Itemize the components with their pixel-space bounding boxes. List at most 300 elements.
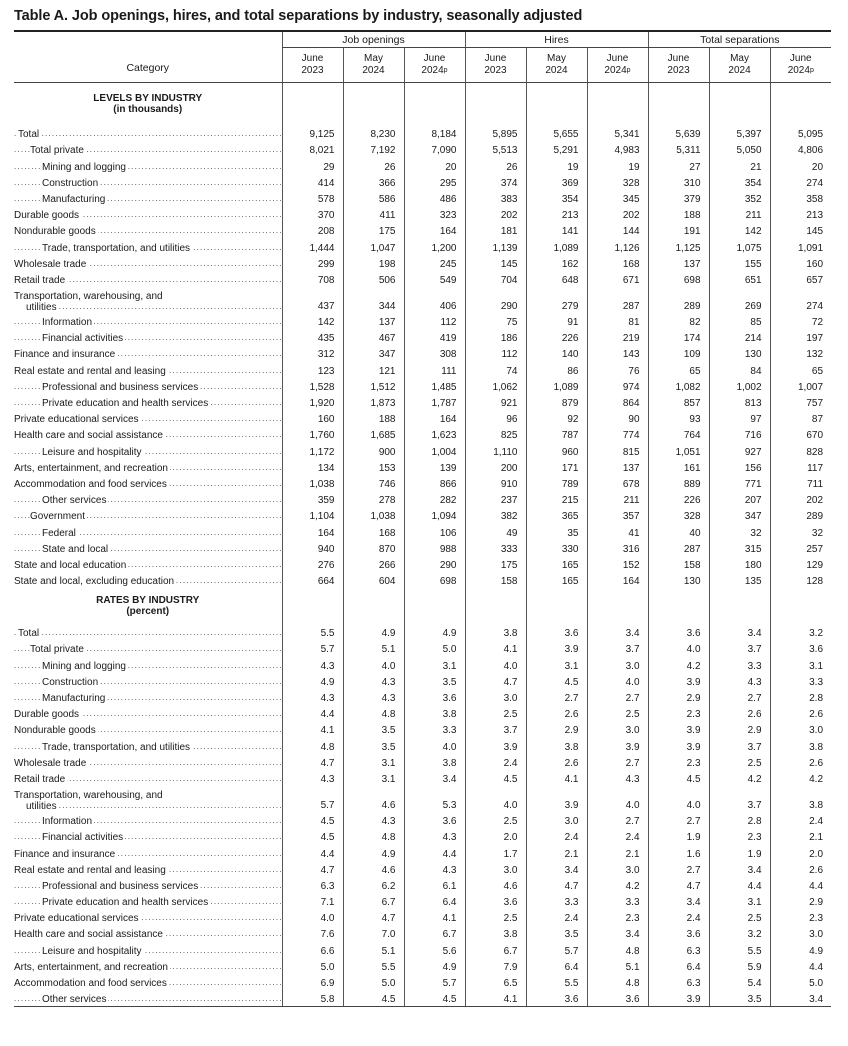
row-label-text: Nondurable goods: [14, 226, 96, 238]
table-cell: 8,184: [404, 125, 465, 141]
table-cell: 4,806: [770, 141, 831, 157]
table-cell: 3.0: [587, 721, 648, 737]
row-label: [14, 909, 282, 925]
section-heading: [14, 83, 282, 126]
table-cell: 857: [648, 394, 709, 410]
table-row: [14, 222, 831, 238]
row-label-text: Health care and social assistance: [14, 929, 163, 941]
table-cell: 4.6: [343, 861, 404, 877]
row-label-text: Wholesale trade: [14, 757, 87, 769]
table-cell: 4.8: [587, 941, 648, 957]
table-cell: 130: [648, 572, 709, 588]
table-cell: 358: [770, 190, 831, 206]
table-cell: 143: [587, 345, 648, 361]
table-cell: 3.4: [648, 893, 709, 909]
table-cell: 315: [709, 540, 770, 556]
row-label: [14, 754, 282, 770]
preliminary-marker: p: [443, 67, 448, 74]
table-cell: 4.4: [282, 844, 343, 860]
table-row: [14, 974, 831, 990]
table-cell: 3.3: [526, 893, 587, 909]
table-row: [14, 624, 831, 640]
table-cell: 419: [404, 329, 465, 345]
table-cell: 365: [526, 507, 587, 523]
row-label: [14, 540, 282, 556]
table-cell: 4.9: [404, 624, 465, 640]
row-label: [14, 958, 282, 974]
table-cell: 604: [343, 572, 404, 588]
period-month: June: [789, 53, 812, 64]
row-label: [14, 656, 282, 672]
table-cell: 825: [465, 426, 526, 442]
empty-cell: [343, 83, 404, 126]
table-cell: 164: [282, 523, 343, 539]
table-cell: 2.9: [770, 893, 831, 909]
table-cell: 266: [343, 556, 404, 572]
table-cell: 279: [526, 287, 587, 313]
table-cell: 3.5: [343, 721, 404, 737]
table-row: [14, 459, 831, 475]
table-cell: 3.9: [648, 673, 709, 689]
table-cell: 7.6: [282, 925, 343, 941]
table-cell: 4.3: [343, 812, 404, 828]
table-cell: 158: [465, 572, 526, 588]
table-cell: 4.4: [282, 705, 343, 721]
empty-cell: [526, 588, 587, 624]
row-label-text: Finance and insurance: [14, 848, 116, 860]
table-cell: 4.7: [526, 877, 587, 893]
table-cell: 144: [587, 222, 648, 238]
table-cell: 1,062: [465, 378, 526, 394]
row-label-text: Retail trade: [14, 274, 66, 286]
table-cell: 200: [465, 459, 526, 475]
table-cell: 19: [526, 157, 587, 173]
table-cell: 330: [526, 540, 587, 556]
table-cell: 2.3: [648, 705, 709, 721]
row-label-text: State and local: [42, 543, 109, 555]
row-label-text: Other services: [42, 994, 107, 1006]
table-row: [14, 206, 831, 222]
table-cell: 870: [343, 540, 404, 556]
table-cell: 3.6: [648, 925, 709, 941]
table-cell: 900: [343, 442, 404, 458]
table-cell: 4.3: [282, 689, 343, 705]
row-label: [14, 345, 282, 361]
table-cell: 65: [648, 361, 709, 377]
row-label-text: State and local, excluding education: [14, 576, 175, 588]
table-cell: 180: [709, 556, 770, 572]
table-row: [14, 572, 831, 588]
period-month: June: [606, 53, 629, 64]
table-cell: 274: [770, 287, 831, 313]
table-cell: 328: [587, 174, 648, 190]
period-header: [282, 48, 343, 83]
table-cell: 3.6: [404, 689, 465, 705]
table-cell: 132: [770, 345, 831, 361]
table-cell: 2.7: [587, 754, 648, 770]
row-label: [14, 721, 282, 737]
row-label-text: Nondurable goods: [14, 725, 96, 737]
table-cell: 29: [282, 157, 343, 173]
period-month: May: [364, 53, 383, 64]
table-cell: 4.9: [343, 844, 404, 860]
table-cell: 3.0: [465, 689, 526, 705]
table-cell: 3.0: [526, 812, 587, 828]
row-label: [14, 361, 282, 377]
table-cell: 112: [404, 313, 465, 329]
table-cell: 2.0: [465, 828, 526, 844]
table-cell: 1,089: [526, 378, 587, 394]
table-cell: 2.1: [526, 844, 587, 860]
table-row: [14, 491, 831, 507]
period-year: 2023: [667, 65, 690, 76]
table-row: [14, 442, 831, 458]
period-month: May: [547, 53, 566, 64]
table-cell: 32: [709, 523, 770, 539]
table-cell: 3.8: [770, 737, 831, 753]
table-cell: 3.4: [709, 861, 770, 877]
table-cell: 4.5: [282, 812, 343, 828]
table-cell: 4.5: [465, 770, 526, 786]
empty-cell: [282, 83, 343, 126]
table-cell: 4.5: [526, 673, 587, 689]
table-cell: 2.7: [587, 689, 648, 705]
table-cell: 5,050: [709, 141, 770, 157]
table-cell: 175: [343, 222, 404, 238]
table-row: [14, 754, 831, 770]
row-label-text: Financial activities: [42, 832, 124, 844]
table-cell: 1,089: [526, 238, 587, 254]
table-cell: 90: [587, 410, 648, 426]
table-cell: 158: [648, 556, 709, 572]
table-cell: 3.6: [770, 640, 831, 656]
table-cell: 4.7: [343, 909, 404, 925]
table-cell: 657: [770, 271, 831, 287]
row-label-continuation: utilities: [14, 801, 59, 812]
table-cell: 213: [526, 206, 587, 222]
row-label: [14, 925, 282, 941]
table-cell: 4.0: [648, 640, 709, 656]
table-cell: 123: [282, 361, 343, 377]
table-cell: 2.6: [526, 754, 587, 770]
row-label: [14, 190, 282, 206]
row-label: [14, 459, 282, 475]
table-cell: 4.4: [709, 877, 770, 893]
table-cell: 3.4: [526, 861, 587, 877]
row-label-text: Private education and health services: [42, 398, 209, 409]
table-cell: 213: [770, 206, 831, 222]
row-label-text: Arts, entertainment, and recreation: [14, 462, 168, 474]
row-label-text: Total: [18, 628, 40, 640]
table-cell: 162: [526, 255, 587, 271]
period-year: 2024: [545, 65, 568, 76]
table-cell: 3.9: [526, 786, 587, 812]
table-row: [14, 125, 831, 141]
table-cell: 347: [709, 507, 770, 523]
table-cell: 2.3: [709, 828, 770, 844]
table-cell: 3.8: [465, 624, 526, 640]
table-cell: 5.7: [526, 941, 587, 957]
table-cell: 6.7: [465, 941, 526, 957]
period-header: [709, 48, 770, 83]
row-label-text: Mining and logging: [42, 161, 126, 173]
table-cell: 3.1: [343, 754, 404, 770]
table-cell: 5.1: [587, 958, 648, 974]
table-cell: 1,760: [282, 426, 343, 442]
table-cell: 2.1: [770, 828, 831, 844]
table-cell: 5,341: [587, 125, 648, 141]
table-cell: 4.9: [343, 624, 404, 640]
table-cell: 49: [465, 523, 526, 539]
table-row: [14, 238, 831, 254]
period-year: 2023: [301, 65, 324, 76]
section-title: RATES BY INDUSTRY: [96, 595, 200, 607]
row-label-text: Total private: [30, 644, 84, 656]
table-cell: 32: [770, 523, 831, 539]
table-cell: 648: [526, 271, 587, 287]
table-row: [14, 656, 831, 672]
table-row: [14, 426, 831, 442]
table-cell: 198: [343, 255, 404, 271]
table-row: [14, 475, 831, 491]
table-cell: 97: [709, 410, 770, 426]
period-month: June: [301, 53, 324, 64]
table-cell: 130: [709, 345, 770, 361]
section-heading: [14, 588, 282, 624]
row-label-text: Private educational services: [14, 913, 139, 925]
table-cell: 813: [709, 394, 770, 410]
table-cell: 771: [709, 475, 770, 491]
table-row: [14, 640, 831, 656]
table-cell: 5.0: [404, 640, 465, 656]
table-cell: 2.7: [648, 861, 709, 877]
table-cell: 65: [770, 361, 831, 377]
table-cell: 664: [282, 572, 343, 588]
period-year: 2024: [604, 65, 627, 76]
table-cell: 26: [343, 157, 404, 173]
table-cell: 3.9: [587, 737, 648, 753]
table-cell: 2.7: [587, 812, 648, 828]
row-label: [14, 689, 282, 705]
table-cell: 1,873: [343, 394, 404, 410]
table-cell: 186: [465, 329, 526, 345]
table-cell: 8,021: [282, 141, 343, 157]
table-cell: 245: [404, 255, 465, 271]
table-cell: 7,090: [404, 141, 465, 157]
table-cell: 72: [770, 313, 831, 329]
table-cell: 197: [770, 329, 831, 345]
row-label: [14, 313, 282, 329]
table-cell: 3.1: [770, 656, 831, 672]
table-cell: 5.5: [709, 941, 770, 957]
table-cell: 3.4: [709, 624, 770, 640]
table-cell: 3.8: [404, 705, 465, 721]
table-cell: 161: [648, 459, 709, 475]
table-cell: 333: [465, 540, 526, 556]
empty-cell: [648, 83, 709, 126]
period-year: 2023: [484, 65, 507, 76]
table-cell: 4.4: [770, 958, 831, 974]
table-cell: 27: [648, 157, 709, 173]
empty-cell: [770, 588, 831, 624]
table-cell: 269: [709, 287, 770, 313]
row-label: [14, 893, 282, 909]
row-label-text: Professional and business services: [42, 381, 199, 393]
row-label-text: Federal: [42, 527, 76, 539]
table-cell: 414: [282, 174, 343, 190]
table-cell: 1,528: [282, 378, 343, 394]
table-cell: 4.0: [404, 737, 465, 753]
table-cell: 3.4: [770, 990, 831, 1007]
table-cell: 290: [404, 556, 465, 572]
table-cell: 4.2: [648, 656, 709, 672]
table-cell: 3.2: [709, 925, 770, 941]
row-label-text: State and local education: [14, 559, 127, 571]
table-row: [14, 190, 831, 206]
table-cell: 344: [343, 287, 404, 313]
table-cell: 75: [465, 313, 526, 329]
table-cell: 2.0: [770, 844, 831, 860]
table-cell: 135: [709, 572, 770, 588]
row-label: [14, 125, 282, 141]
row-label-text: Professional and business services: [42, 880, 199, 892]
table-cell: 1.9: [648, 828, 709, 844]
row-label-text: Information: [42, 317, 93, 329]
table-cell: 3.7: [587, 640, 648, 656]
table-row: [14, 361, 831, 377]
table-cell: 1,038: [343, 507, 404, 523]
table-cell: 4.8: [343, 705, 404, 721]
row-label: [14, 673, 282, 689]
table-cell: 698: [404, 572, 465, 588]
table-cell: 168: [587, 255, 648, 271]
row-label: [14, 141, 282, 157]
row-label: [14, 941, 282, 957]
table-cell: 289: [648, 287, 709, 313]
table-cell: 3.7: [709, 786, 770, 812]
empty-cell: [465, 588, 526, 624]
table-cell: 3.3: [404, 721, 465, 737]
table-cell: 815: [587, 442, 648, 458]
row-label-text: Other services: [42, 495, 107, 507]
table-cell: 3.5: [526, 925, 587, 941]
table-row: [14, 990, 831, 1007]
table-cell: 171: [526, 459, 587, 475]
table-cell: 5.6: [404, 941, 465, 957]
table-cell: 1.9: [709, 844, 770, 860]
table-cell: 2.3: [770, 909, 831, 925]
table-cell: 20: [770, 157, 831, 173]
table-cell: 3.8: [526, 737, 587, 753]
table-cell: 4,983: [587, 141, 648, 157]
row-label-text: Trade, transportation, and utilities: [42, 741, 191, 753]
table-cell: 35: [526, 523, 587, 539]
table-cell: 2.7: [526, 689, 587, 705]
row-label: [14, 507, 282, 523]
table-header: [14, 31, 831, 83]
table-cell: 4.5: [648, 770, 709, 786]
row-label: [14, 157, 282, 173]
table-cell: 1,685: [343, 426, 404, 442]
table-cell: 4.0: [587, 673, 648, 689]
table-cell: 1,002: [709, 378, 770, 394]
table-cell: 40: [648, 523, 709, 539]
table-cell: 2.7: [648, 812, 709, 828]
table-row: [14, 141, 831, 157]
table-cell: 1,787: [404, 394, 465, 410]
table-cell: 5.0: [343, 974, 404, 990]
table-cell: 91: [526, 313, 587, 329]
table-cell: 202: [587, 206, 648, 222]
table-title: Table A. Job openings, hires, and total separations by industry, seasonally adjusted: [14, 8, 583, 24]
table-cell: 3.4: [587, 925, 648, 941]
table-cell: 6.3: [648, 941, 709, 957]
period-year: 2024: [728, 65, 751, 76]
table-cell: 889: [648, 475, 709, 491]
table-cell: 4.0: [465, 786, 526, 812]
table-cell: 1,126: [587, 238, 648, 254]
table-cell: 328: [648, 507, 709, 523]
table-cell: 864: [587, 394, 648, 410]
table-cell: 1,007: [770, 378, 831, 394]
row-label: [14, 491, 282, 507]
table-cell: 2.3: [587, 909, 648, 925]
table-cell: 2.9: [648, 689, 709, 705]
table-cell: 41: [587, 523, 648, 539]
table-cell: 188: [343, 410, 404, 426]
table-cell: 165: [526, 572, 587, 588]
table-cell: 1,104: [282, 507, 343, 523]
table-row: [14, 705, 831, 721]
table-cell: 211: [709, 206, 770, 222]
table-cell: 5.7: [282, 640, 343, 656]
table-cell: 960: [526, 442, 587, 458]
row-label-text: Accommodation and food services: [14, 978, 167, 989]
table-cell: 282: [404, 491, 465, 507]
table-cell: 4.3: [282, 770, 343, 786]
table-cell: 1,172: [282, 442, 343, 458]
table-cell: 74: [465, 361, 526, 377]
table-cell: 486: [404, 190, 465, 206]
table-cell: 3.5: [343, 737, 404, 753]
table-cell: 866: [404, 475, 465, 491]
row-label: [14, 394, 282, 410]
table-cell: 2.4: [587, 828, 648, 844]
row-label: [14, 426, 282, 442]
table-cell: 3.0: [465, 861, 526, 877]
table-cell: 82: [648, 313, 709, 329]
table-cell: 274: [770, 174, 831, 190]
table-row: [14, 673, 831, 689]
row-label-text: Information: [42, 816, 93, 828]
period-month: June: [423, 53, 446, 64]
table-cell: 3.8: [465, 925, 526, 941]
table-cell: 4.3: [282, 656, 343, 672]
table-cell: 411: [343, 206, 404, 222]
table-cell: 141: [526, 222, 587, 238]
table-cell: 4.9: [404, 958, 465, 974]
table-cell: 3.8: [404, 754, 465, 770]
table-cell: 4.7: [282, 754, 343, 770]
section-subtitle: (percent): [126, 606, 170, 618]
table-cell: 3.6: [404, 812, 465, 828]
table-cell: 1.7: [465, 844, 526, 860]
table-cell: 578: [282, 190, 343, 206]
table-cell: 4.0: [648, 786, 709, 812]
table-cell: 4.3: [404, 828, 465, 844]
table-cell: 84: [709, 361, 770, 377]
table-cell: 6.4: [526, 958, 587, 974]
